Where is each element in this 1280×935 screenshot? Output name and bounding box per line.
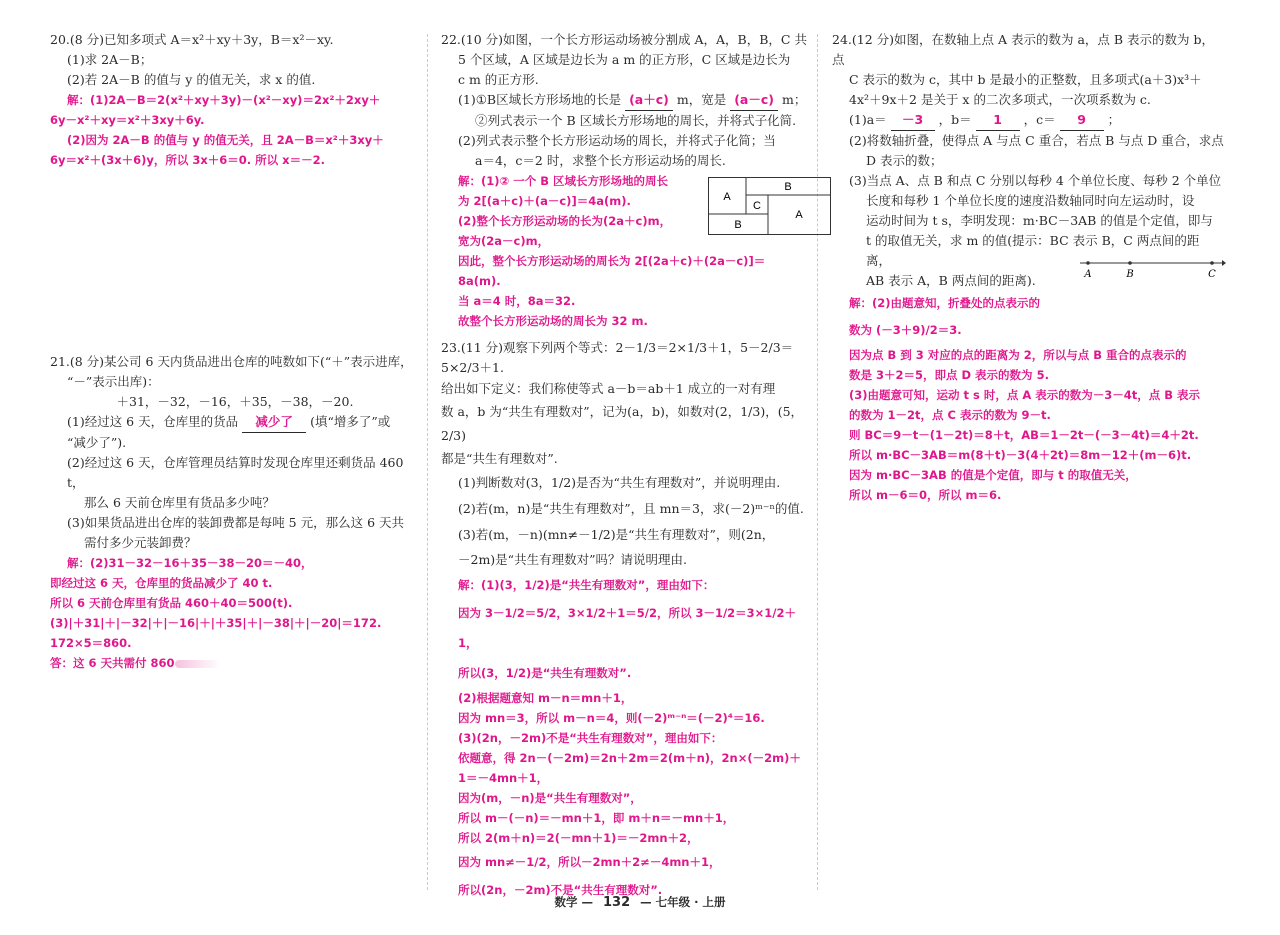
- column-divider: [817, 34, 818, 890]
- region-label: A: [723, 191, 731, 203]
- question-20: [50, 30, 420, 170]
- answer-line: 因为 mn≠－1/2，所以－2mn＋2≠－4mn＋1，: [458, 855, 721, 869]
- answer-blank-c: 9: [1060, 110, 1104, 131]
- answer-line: 所以 6 天前仓库里有货品 460＋40＝500(t).: [50, 596, 293, 610]
- region-label: A: [795, 209, 803, 221]
- answer-line: 解：(2)由题意知，折叠处的点表示的: [849, 296, 1041, 310]
- question-text: (2)将数轴折叠，使得点 A 与点 C 重合，若点 B 与点 D 重合，求点: [849, 133, 1224, 148]
- smudge: [175, 660, 221, 668]
- answer-line: 所以 m－6＝0，所以 m＝6.: [849, 488, 1002, 502]
- answer-line: 所以 2(m＋n)＝2(－mn＋1)＝－2mn＋2，: [458, 831, 699, 845]
- question-text: (3)若(m，－n)(mn≠－1/2)是“共生有理数对”，则(2n，: [458, 527, 775, 542]
- page-footer: 数学 — 132 — 七年级 · 上册: [554, 895, 726, 910]
- question-part-1: (1)a＝ －3 ，b＝ 1 ，c＝ 9 ；: [832, 110, 1224, 131]
- answer-line: 故整个长方形运动场的周长为 32 m.: [458, 314, 648, 328]
- answer-line: 所以(2n，－2m)不是“共生有理数对”.: [458, 883, 663, 897]
- answer-blank: (a－c): [730, 90, 778, 111]
- question-text: a＝4，c＝2 时，求整个长方形运动场的周长.: [475, 153, 726, 168]
- answer-line: (3)(2n，－2m)不是“共生有理数对”，理由如下：: [458, 731, 723, 745]
- answer-line: 宽为(2a－c)m，: [458, 234, 550, 248]
- question-22: [441, 30, 811, 331]
- question-part-1: (1)经过这 6 天，仓库里的货品 减少了 (填“增多了”或: [50, 412, 420, 433]
- question-text: 那么 6 天前仓库里有货品多少吨？: [84, 495, 275, 510]
- region-label: C: [753, 200, 761, 212]
- answer-line: 因为 mn＝3，所以 m－n＝4，则(－2)ᵐ⁻ⁿ＝(－2)⁴＝16.: [458, 711, 765, 725]
- answer-line: 因此，整个长方形运动场的周长为 2[(2a＋c)＋(2a－c)]＝: [458, 254, 766, 268]
- data-list: ＋31，－32，－16，＋35，－38，－20.: [116, 394, 354, 409]
- question-text: 长度和每秒 1 个单位长度的速度沿数轴同时向左运动时，设: [866, 193, 1195, 208]
- answer-line: 数为 (－3＋9)/2＝3.: [849, 323, 962, 337]
- answer-line: 所以 m·BC－3AB＝m(8＋t)－3(4＋2t)＝8m－12＋(m－6)t.: [849, 448, 1192, 462]
- question-text: 21.(8 分)某公司 6 天内货品进出仓库的吨数如下(“＋”表示进库，: [50, 354, 413, 369]
- answer-line: (3)由题意可知，运动 t s 时，点 A 表示的数为－3－4t，点 B 表示: [849, 388, 1201, 402]
- question-text: (2)若 2A－B 的值与 y 的值无关，求 x 的值.: [67, 72, 316, 87]
- point-label: B: [1126, 269, 1134, 280]
- answer-line: 则 BC＝9－t－(1－2t)＝8＋t，AB＝1－2t－(－3－4t)＝4＋2t.: [849, 428, 1199, 442]
- answer-line: 172×5＝860.: [50, 636, 132, 650]
- question-text: (1)判断数对(3，1/2)是否为“共生有理数对”，并说明理由.: [458, 475, 781, 490]
- answer-line: 即经过这 6 天，仓库里的货品减少了 40 t.: [50, 576, 273, 590]
- question-text: 23.(11 分)观察下列两个等式：2－1/3＝2×1/3＋1，5－2/3＝5×2/3＋1.: [441, 340, 794, 375]
- answer-line: (2)整个长方形运动场的长为(2a＋c)m，: [458, 214, 672, 228]
- point-label: C: [1208, 269, 1216, 280]
- question-text: “减少了”).: [67, 435, 127, 450]
- question-text: (2)列式表示整个长方形运动场的周长，并将式子化简；当: [458, 133, 776, 148]
- number-line: [1078, 255, 1226, 285]
- question-text: AB 表示 A，B 两点间的距离).: [866, 273, 1036, 288]
- region-label: B: [784, 181, 792, 193]
- answer-line: (2)因为 2A－B 的值与 y 的值无关，且 2A－B＝x²＋3xy＋: [67, 133, 384, 147]
- question-text: “－”表示出库)：: [67, 374, 160, 389]
- answer-blank: 减少了: [242, 412, 306, 433]
- question-text: 都是“共生有理数对”.: [441, 451, 558, 466]
- field-diagram: [708, 177, 831, 235]
- question-text: C 表示的数为 c，其中 b 是最小的正整数，且多项式(a＋3)x³＋: [849, 72, 1202, 87]
- answer-line: 解：(1)② 一个 B 区域长方形场地的周长: [458, 174, 669, 188]
- question-text: (1)求 2A－B；: [67, 52, 153, 67]
- answer-line: (3)|＋31|＋|－32|＋|－16|＋|＋35|＋|－38|＋|－20|＝172.: [50, 616, 382, 630]
- question-text: (2)经过这 6 天，仓库管理员结算时发现仓库里还剩货品 460 t，: [67, 455, 404, 490]
- answer-line: 解：(1)2A－B＝2(x²＋xy＋3y)－(x²－xy)＝2x²＋2xy＋: [67, 93, 381, 107]
- answer-line: 的数为 1－2t，点 C 表示的数为 9－t.: [849, 408, 1051, 422]
- answer-line: 8a(m).: [458, 274, 501, 288]
- answer-line: (2)根据题意知 m－n＝mn＋1，: [458, 691, 633, 705]
- question-text: c m 的正方形.: [458, 72, 539, 87]
- answer-line: 依题意，得 2n－(－2m)＝2n＋2m＝2(m＋n)，2n×(－2m)＋: [458, 751, 801, 765]
- region-label: B: [734, 219, 742, 231]
- question-text: 数 a，b 为“共生有理数对”，记为(a，b)，如数对(2，1/3)，(5，2/3): [441, 404, 804, 443]
- answer-line: 6y－x²＋xy＝x²＋3xy＋6y.: [50, 113, 205, 127]
- answer-line: 因为(m，－n)是“共生有理数对”，: [458, 791, 642, 805]
- grade-label: 七年级 · 上册: [655, 895, 726, 909]
- answer-line: 解：(1)(3，1/2)是“共生有理数对”，理由如下：: [458, 578, 715, 592]
- question-part-1: (1)①B区域长方形场地的长是 (a＋c) m，宽是 (a－c) m；: [441, 90, 811, 111]
- answer-line: 解：(2)31－32－16＋35－38－20＝－40，: [67, 556, 313, 570]
- answer-line: 数是 3＋2＝5，即点 D 表示的数为 5.: [849, 368, 1049, 382]
- question-text: 22.(10 分)如图，一个长方形运动场被分割成 A，A，B，B，C 共: [441, 32, 807, 47]
- answer-line: 因为 3－1/2＝5/2，3×1/2＋1＝5/2，所以 3－1/2＝3×1/2＋1，: [458, 606, 797, 650]
- question-text: 4x²＋9x＋2 是关于 x 的二次多项式，一次项系数为 c.: [849, 92, 1151, 107]
- question-text: t 的取值无关，求 m 的值(提示：BC 表示 B，C 两点间的距离，: [866, 233, 1200, 268]
- answer-blank-b: 1: [976, 110, 1020, 131]
- answer-line: 答：这 6 天共需付 860: [50, 653, 420, 673]
- answer-line: 为 2[(a＋c)＋(a－c)]＝4a(m).: [458, 194, 631, 208]
- question-21: [50, 352, 420, 673]
- question-23: [441, 338, 811, 904]
- question-text: 5 个区域，A 区域是边长为 a m 的正方形，C 区域是边长为: [458, 52, 791, 67]
- question-text: 20.(8 分)已知多项式 A＝x²＋xy＋3y，B＝x²－xy.: [50, 32, 334, 47]
- answer-line: 当 a＝4 时，8a＝32.: [458, 294, 576, 308]
- answer-line: 所以(3，1/2)是“共生有理数对”.: [458, 666, 632, 680]
- question-text: 给出如下定义：我们称使等式 a－b＝ab＋1 成立的一对有理: [441, 381, 776, 396]
- answer-blank-a: －3: [891, 110, 935, 131]
- subject-label: 数学: [554, 895, 578, 909]
- answer-line: 1＝－4mn＋1，: [458, 771, 549, 785]
- question-text: (3)如果货品进出仓库的装卸费都是每吨 5 元，那么这 6 天共: [67, 515, 405, 530]
- question-text: D 表示的数；: [866, 153, 943, 168]
- point-label: A: [1084, 269, 1092, 280]
- answer-line: 因为 m·BC－3AB 的值是个定值，即与 t 的取值无关，: [849, 468, 1137, 482]
- question-text: 24.(12 分)如图，在数轴上点 A 表示的数为 a，点 B 表示的数为 b，点: [832, 32, 1215, 67]
- question-text: 运动时间为 t s，李明发现：m·BC－3AB 的值是个定值，即与: [866, 213, 1213, 228]
- page-number: 132: [602, 895, 631, 910]
- question-text: －2m)是“共生有理数对”吗？请说明理由.: [458, 552, 687, 567]
- answer-line: 所以 m－(－n)＝－mn＋1，即 m＋n＝－mn＋1，: [458, 811, 735, 825]
- question-text: ②列式表示一个 B 区域长方形场地的周长，并将式子化简.: [475, 113, 797, 128]
- question-24: [832, 30, 1224, 505]
- question-text: (3)当点 A、点 B 和点 C 分别以每秒 4 个单位长度、每秒 2 个单位: [849, 173, 1222, 188]
- answer-blank: (a＋c): [625, 90, 673, 111]
- answer-line: 6y＝x²＋(3x＋6)y，所以 3x＋6＝0. 所以 x＝－2.: [50, 153, 325, 167]
- question-text: 需付多少元装卸费？: [84, 535, 197, 550]
- column-divider: [427, 34, 428, 890]
- answer-line: 因为点 B 到 3 对应的点的距离为 2，所以与点 B 重合的点表示的: [849, 348, 1187, 362]
- question-text: (2)若(m，n)是“共生有理数对”，且 mn＝3，求(－2)ᵐ⁻ⁿ的值.: [458, 501, 804, 516]
